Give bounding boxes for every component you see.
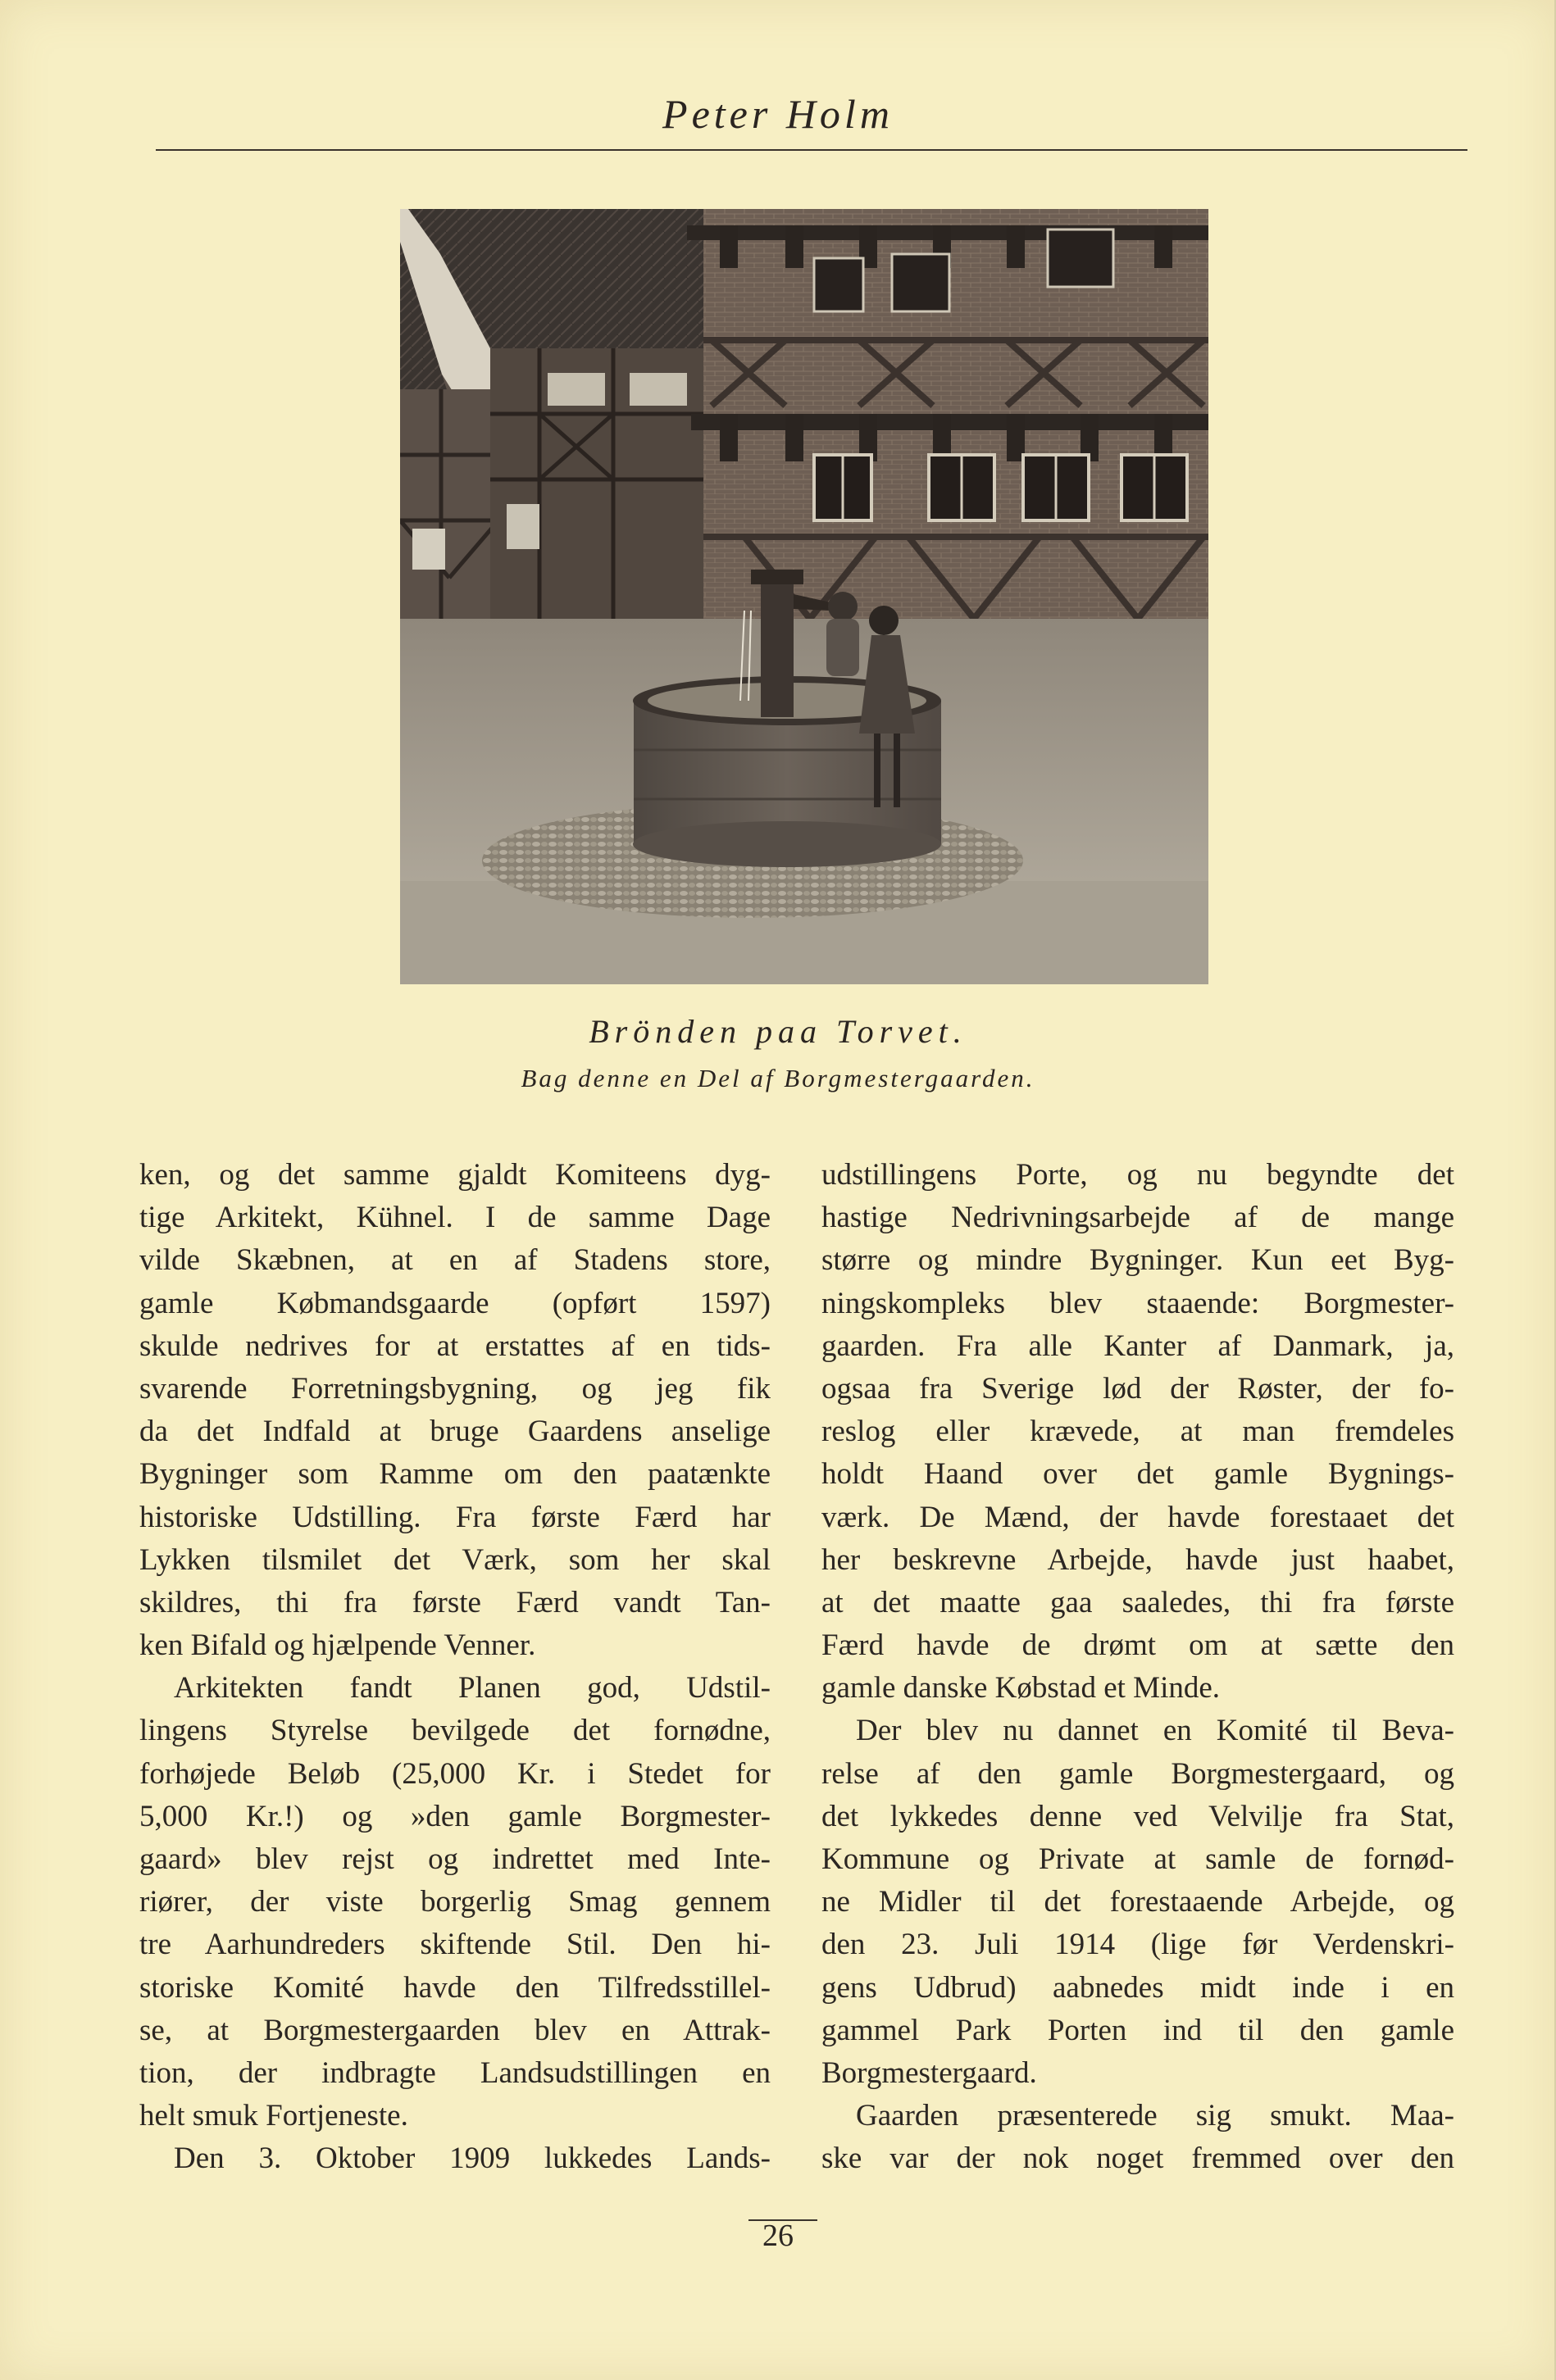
figure-caption-title: Brönden paa Torvet. bbox=[589, 1013, 967, 1050]
text-line: ken Bifald og hjælpende Venner. bbox=[139, 1628, 536, 1663]
text-line: det lykkedes denne ved Velvilje fra Stat, bbox=[821, 1799, 1454, 1833]
text-line: svarende Forretningsbygning, og jeg fik bbox=[139, 1371, 771, 1406]
text-line: værk. De Mænd, der havde forestaaet det bbox=[821, 1500, 1454, 1534]
text-line: gens Udbrud) aabnedes midt inde i en bbox=[821, 1970, 1454, 2005]
text-line: ogsaa fra Sverige lød der Røster, der fo- bbox=[821, 1371, 1454, 1406]
text-line: ske var der nok noget fremmed over den bbox=[821, 2142, 1454, 2176]
text-line: tre Aarhundreders skiftende Stil. Den hi- bbox=[139, 1928, 771, 1962]
text-line: større og mindre Bygninger. Kun eet Byg- bbox=[821, 1243, 1454, 1278]
text-line: ne Midler til det forestaaende Arbejde, og bbox=[821, 1885, 1454, 1919]
text-line: da det Indfald at bruge Gaardens anselige bbox=[139, 1415, 771, 1449]
text-line: gamle danske Købstad et Minde. bbox=[821, 1671, 1221, 1706]
text-line: Gaarden præsenterede sig smukt. Maa- bbox=[856, 2099, 1454, 2133]
photo-illustration bbox=[400, 209, 1208, 984]
text-line: Den 3. Oktober 1909 lukkedes Lands- bbox=[174, 2142, 771, 2176]
text-line: Færd havde de drømt om at sætte den bbox=[821, 1628, 1454, 1663]
text-line: gaard» blev rejst og indrettet med Inte- bbox=[139, 1842, 771, 1876]
text-line: holdt Haand over det gamle Bygnings- bbox=[821, 1457, 1454, 1492]
text-line: udstillingens Porte, og nu begyndte det bbox=[821, 1158, 1454, 1192]
header-rule bbox=[156, 149, 1467, 151]
text-line: gaarden. Fra alle Kanter af Danmark, ja, bbox=[821, 1329, 1454, 1363]
text-line: Lykken tilsmilet det Værk, som her skal bbox=[139, 1542, 771, 1577]
text-line: Borgmestergaard. bbox=[821, 2055, 1037, 2090]
text-line: skildres, thi fra første Færd vandt Tan- bbox=[139, 1585, 771, 1619]
text-line: hastige Nedrivningsarbejde af de mange bbox=[821, 1201, 1454, 1235]
text-line: gammel Park Porten ind til den gamle bbox=[821, 2013, 1454, 2047]
text-line: se, at Borgmestergaarden blev en Attrak- bbox=[139, 2013, 771, 2047]
text-line: her beskrevne Arbejde, havde just haabet, bbox=[821, 1542, 1454, 1577]
text-line: storiske Komité havde den Tilfredsstillel- bbox=[139, 1970, 771, 2005]
fountain-photograph bbox=[400, 209, 1208, 984]
text-line: reslog eller krævede, at man fremdeles bbox=[821, 1415, 1454, 1449]
text-line: 5,000 Kr.!) og »den gamle Borgmester- bbox=[139, 1799, 771, 1833]
text-line: gamle Købmandsgaarde (opført 1597) bbox=[139, 1286, 771, 1320]
text-line: forhøjede Beløb (25,000 Kr. i Stedet for bbox=[139, 1756, 771, 1791]
text-column-right bbox=[821, 1154, 1454, 2181]
text-line: riører, der viste borgerlig Smag gennem bbox=[139, 1885, 771, 1919]
text-line: den 23. Juli 1914 (lige før Verdenskri- bbox=[821, 1928, 1454, 1962]
text-line: historiske Udstilling. Fra første Færd har bbox=[139, 1500, 771, 1534]
running-head: Peter Holm bbox=[662, 91, 894, 137]
text-line: Arkitekten fandt Planen god, Udstil- bbox=[174, 1671, 771, 1706]
text-line: ken, og det samme gjaldt Komiteens dyg- bbox=[139, 1158, 771, 1192]
text-line: tige Arkitekt, Kühnel. I de samme Dage bbox=[139, 1201, 771, 1235]
text-line: tion, der indbragte Landsudstillingen en bbox=[139, 2055, 771, 2090]
text-line: lingens Styrelse bevilgede det fornødne, bbox=[139, 1714, 771, 1748]
text-line: at det maatte gaa saaledes, thi fra første bbox=[821, 1585, 1454, 1619]
text-line: helt smuk Fortjeneste. bbox=[139, 2099, 408, 2133]
text-line: Kommune og Private at samle de fornød- bbox=[821, 1842, 1454, 1876]
text-line: Bygninger som Ramme om den paatænkte bbox=[139, 1457, 771, 1492]
text-line: Der blev nu dannet en Komité til Beva- bbox=[856, 1714, 1454, 1748]
page-number: 26 bbox=[762, 2219, 794, 2253]
text-line: relse af den gamle Borgmestergaard, og bbox=[821, 1756, 1454, 1791]
text-line: skulde nedrives for at erstattes af en tids- bbox=[139, 1329, 771, 1363]
text-line: vilde Skæbnen, at en af Stadens store, bbox=[139, 1243, 771, 1278]
text-line: ningskompleks blev staaende: Borgmester- bbox=[821, 1286, 1454, 1320]
figure-caption-subtitle: Bag denne en Del af Borgmestergaarden. bbox=[521, 1064, 1035, 1092]
text-column-left bbox=[139, 1154, 771, 2181]
